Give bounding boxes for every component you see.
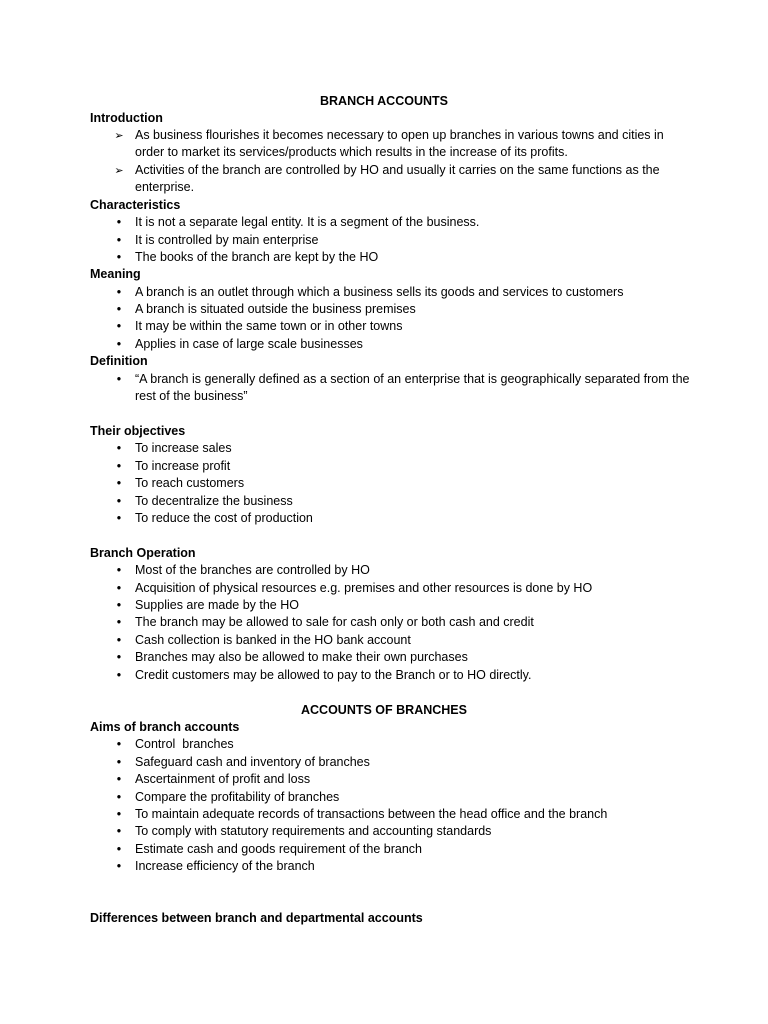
bullet-icon <box>113 301 125 318</box>
list-item: • Supplies are made by the HO <box>135 597 695 614</box>
heading-objectives: Their objectives <box>90 424 186 438</box>
arrow-bullet-icon <box>113 127 125 145</box>
list-item: • It may be within the same town or in other towns <box>135 318 695 335</box>
bullet-icon <box>113 214 125 231</box>
list-item: • Ascertainment of profit and loss <box>135 771 695 788</box>
list-item: • The books of the branch are kept by the HO <box>135 249 695 266</box>
heading-meaning: Meaning <box>90 267 141 281</box>
bullet-icon <box>113 858 125 875</box>
bullet-icon <box>113 284 125 301</box>
heading-branch-operation: Branch Operation <box>90 546 196 560</box>
list-item: • To increase profit <box>135 458 695 475</box>
heading-definition: Definition <box>90 354 148 368</box>
bullet-icon <box>113 632 125 649</box>
list-item: • To comply with statutory requirements and accounting standards <box>135 823 695 840</box>
bullet-icon <box>113 754 125 771</box>
list-item: • To maintain adequate records of transactions between the head office and the branch <box>135 806 695 823</box>
list-item: • A branch is situated outside the business premises <box>135 301 695 318</box>
list-item: • Control branches <box>135 736 695 753</box>
bullet-icon <box>113 771 125 788</box>
bullet-icon <box>113 614 125 631</box>
list-item: • Increase efficiency of the branch <box>135 858 695 875</box>
bullet-icon <box>113 371 125 388</box>
list-item: • Estimate cash and goods requirement of the branch <box>135 841 695 858</box>
list-item: • Applies in case of large scale businesses <box>135 336 695 353</box>
bullet-icon <box>113 841 125 858</box>
list-item: • Safeguard cash and inventory of branches <box>135 754 695 771</box>
list-item: • Most of the branches are controlled by HO <box>135 562 695 579</box>
list-item: • Acquisition of physical resources e.g. premises and other resources is done by HO <box>135 580 695 597</box>
bullet-icon <box>113 789 125 806</box>
list-item: • To decentralize the business <box>135 493 695 510</box>
list-item: • The branch may be allowed to sale for cash only or both cash and credit <box>135 614 695 631</box>
heading-characteristics: Characteristics <box>90 198 181 212</box>
list-item: ➢ Activities of the branch are controlled by HO and usually it carries on the same functions as the enterprise. <box>135 162 695 197</box>
bullet-icon <box>113 475 125 492</box>
bullet-icon <box>113 649 125 666</box>
list-item: ➢ As business flourishes it becomes necessary to open up branches in various towns and cities in order to market its services/products which results in the increase of its profits. <box>135 127 695 162</box>
list-item: • To reach customers <box>135 475 695 492</box>
list-item: • “A branch is generally defined as a section of an enterprise that is geographically separated from the rest of the business” <box>135 371 695 406</box>
bullet-icon <box>113 336 125 353</box>
bullet-icon <box>113 823 125 840</box>
list-item: • To reduce the cost of production <box>135 510 695 527</box>
bullet-icon <box>113 318 125 335</box>
bullet-icon <box>113 597 125 614</box>
heading-introduction: Introduction <box>90 111 163 125</box>
bullet-icon <box>113 249 125 266</box>
list-item: • Branches may also be allowed to make their own purchases <box>135 649 695 666</box>
list-item: • To increase sales <box>135 440 695 457</box>
arrow-bullet-icon <box>113 162 125 180</box>
list-item: • Cash collection is banked in the HO bank account <box>135 632 695 649</box>
document-title: BRANCH ACCOUNTS <box>319 94 448 108</box>
list-item: • It is controlled by main enterprise <box>135 232 695 249</box>
heading-aims: Aims of branch accounts <box>90 720 240 734</box>
heading-differences: Differences between branch and departmental accounts <box>90 911 423 925</box>
bullet-icon <box>113 458 125 475</box>
list-item: • It is not a separate legal entity. It is a segment of the business. <box>135 214 695 231</box>
bullet-icon <box>113 232 125 249</box>
bullet-icon <box>113 510 125 527</box>
bullet-icon <box>113 580 125 597</box>
bullet-icon <box>113 736 125 753</box>
section-title-accounts-of-branches: ACCOUNTS OF BRANCHES <box>301 703 467 717</box>
list-item: • Compare the profitability of branches <box>135 789 695 806</box>
bullet-icon <box>113 667 125 684</box>
bullet-icon <box>113 562 125 579</box>
bullet-icon <box>113 806 125 823</box>
list-item: • Credit customers may be allowed to pay to the Branch or to HO directly. <box>135 667 695 684</box>
bullet-icon <box>113 493 125 510</box>
list-item: • A branch is an outlet through which a business sells its goods and services to customers <box>135 284 695 301</box>
bullet-icon <box>113 440 125 457</box>
